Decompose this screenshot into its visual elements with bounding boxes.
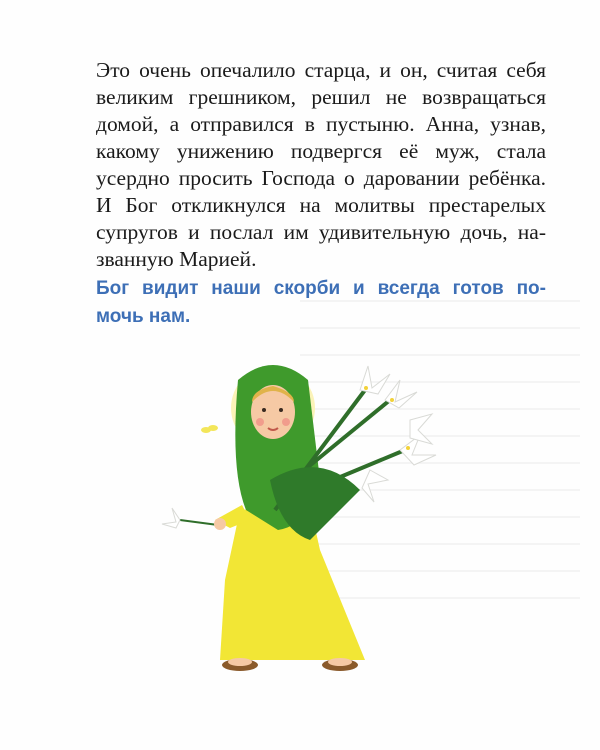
- cheek-right: [282, 418, 290, 426]
- highlight-line: Бог видит наши скорби и всегда готов по-: [96, 278, 546, 299]
- eye-right: [279, 408, 283, 412]
- text-block: [96, 57, 546, 331]
- paragraph-line: И Бог откликнулся на молитвы престарелых: [96, 193, 546, 217]
- cheek-left: [256, 418, 264, 426]
- moral-highlight: [96, 275, 546, 331]
- paragraph-line: супругов и послал им удивительную дочь, на-: [96, 220, 546, 244]
- paragraph-line: великим грешником, решил не возвращаться: [96, 85, 546, 109]
- single-lily: [162, 508, 226, 530]
- paragraph-line: домой, а отправился в пустыню. Анна, узнав,: [96, 112, 546, 136]
- eye-left: [262, 408, 266, 412]
- butterfly-icon: [201, 425, 218, 433]
- paragraph-line: усердно просить Господа о даровании ребёнка.: [96, 166, 546, 190]
- girl-with-lilies-icon: [160, 340, 460, 700]
- paragraph-line: званную Марией.: [96, 247, 257, 271]
- paragraph-line: Это очень опечалило старца, и он, считая себя: [96, 58, 546, 82]
- story-paragraph: [96, 57, 546, 273]
- highlight-line: мочь нам.: [96, 306, 191, 327]
- paragraph-line: какому унижению подвергся её муж, стала: [96, 139, 546, 163]
